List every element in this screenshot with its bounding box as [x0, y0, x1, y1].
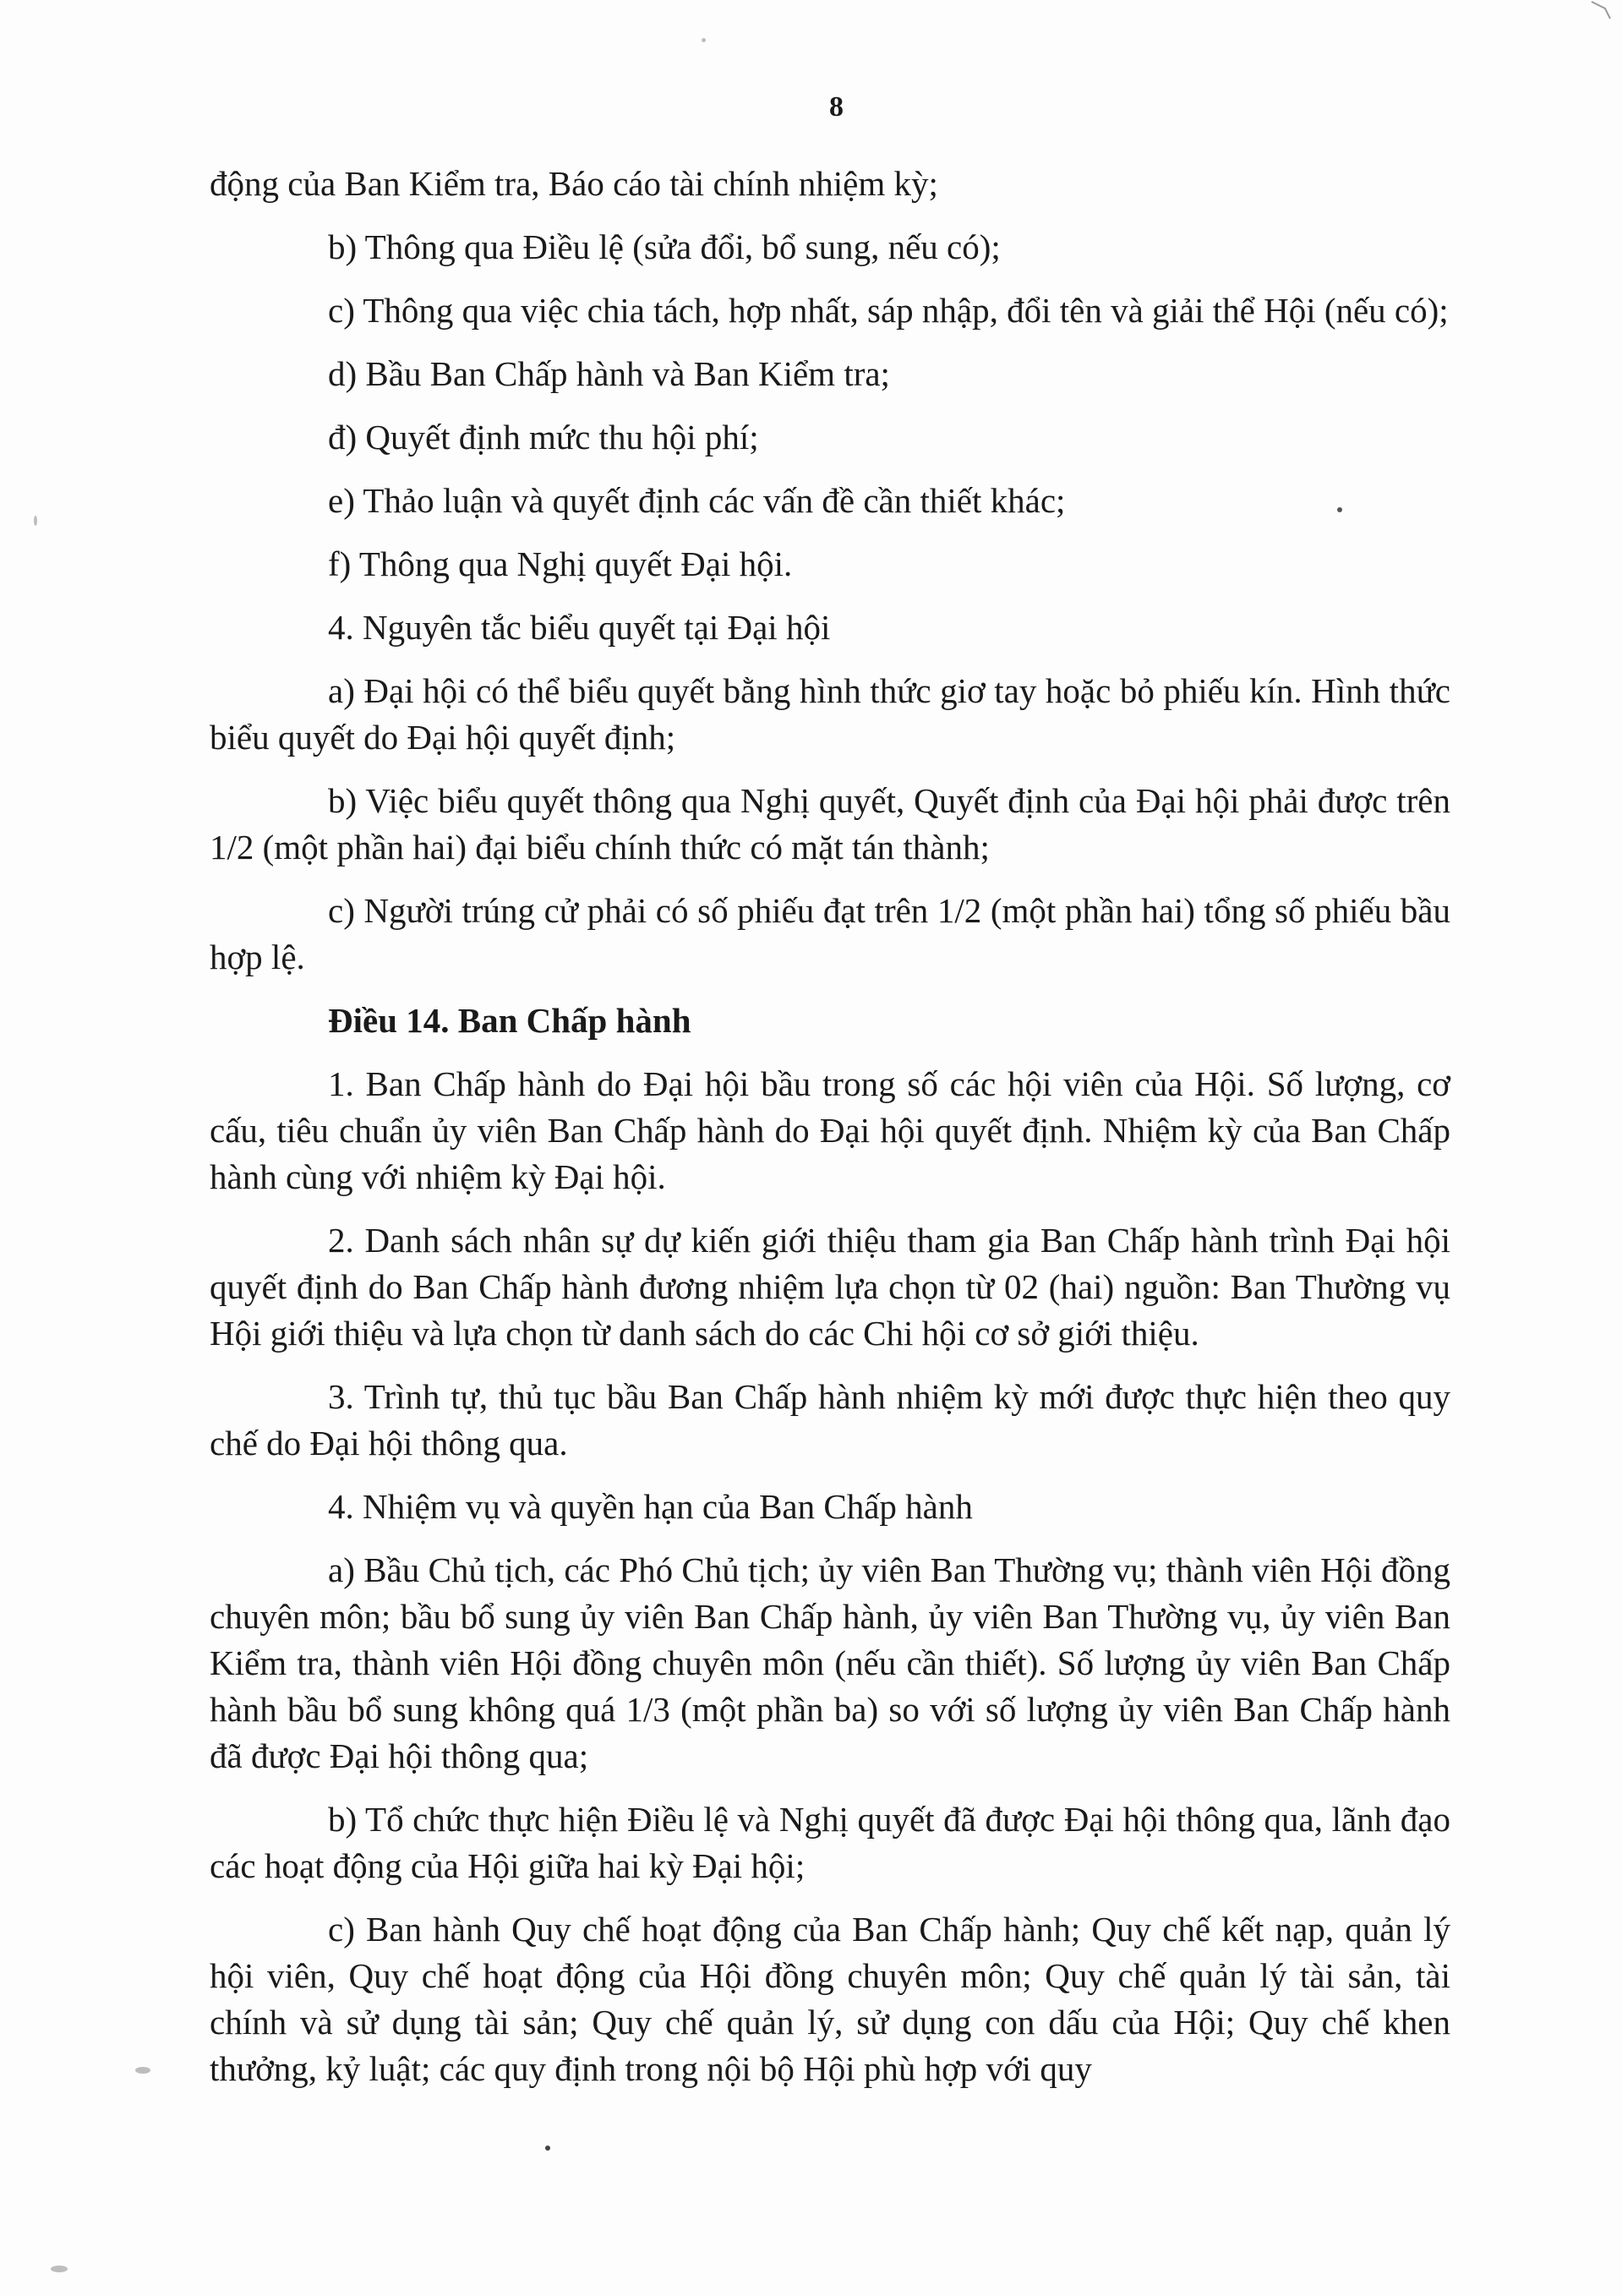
clause-4-duties: 4. Nhiệm vụ và quyền hạn của Ban Chấp hành — [328, 1487, 973, 1526]
list-item-dd-fees: đ) Quyết định mức thu hội phí; — [328, 418, 759, 456]
article-heading: Điều 14. Ban Chấp hành — [328, 1001, 691, 1040]
list-item-c-election-majority: c) Người trúng cử phải có số phiếu đạt trên 1/2 (một phần hai) tổng số phiếu bầu hợp lệ. — [210, 891, 1450, 976]
scan-speck — [545, 2146, 550, 2151]
document-body — [210, 161, 1450, 2109]
page-number: 8 — [829, 91, 844, 123]
list-item-c-restructure: c) Thông qua việc chia tách, hợp nhất, sáp nhập, đổi tên và giải thể Hội (nếu có); — [328, 291, 1449, 330]
scan-speck — [51, 2266, 68, 2272]
list-item-b-implement: b) Tổ chức thực hiện Điều lệ và Nghị quyết đã được Đại hội thông qua, lãnh đạo các hoạt động của Hội giữa hai kỳ Đại hội; — [210, 1800, 1450, 1885]
list-item-d-elect: d) Bầu Ban Chấp hành và Ban Kiểm tra; — [328, 354, 890, 393]
scan-speck — [135, 2067, 150, 2074]
list-item-c-regulations: c) Ban hành Quy chế hoạt động của Ban Chấp hành; Quy chế kết nạp, quản lý hội viên, Quy chế hoạt động của Hội đồng chuyên môn; Quy chế quản lý tài sản, tài chính và sử dụng tài sản; Quy chế quản lý, sử dụng con dấu của Hội; Quy chế khen thưởng, kỷ luật; các quy định trong nội bộ Hội phù hợp với quy — [210, 1910, 1450, 2088]
clause-1-executive-committee: 1. Ban Chấp hành do Đại hội bầu trong số các hội viên của Hội. Số lượng, cơ cấu, tiêu chuẩn ủy viên Ban Chấp hành do Đại hội quyết định. Nhiệm kỳ của Ban Chấp hành cùng với nhiệm kỳ Đại hội. — [210, 1064, 1450, 1196]
list-item-b-charter: b) Thông qua Điều lệ (sửa đổi, bổ sung, nếu có); — [328, 227, 1001, 266]
list-item-a-elect-officers: a) Bầu Chủ tịch, các Phó Chủ tịch; ủy viên Ban Thường vụ; thành viên Hội đồng chuyên môn; bầu bổ sung ủy viên Ban Chấp hành, ủy viên Ban Thường vụ, ủy viên Ban Kiểm tra, thành viên Hội đồng chuyên môn (nếu cần thiết). Số lượng ủy viên Ban Chấp hành bầu bổ sung không quá 1/3 (một phần ba) so với số lượng ủy viên Ban Chấp hành đã được Đại hội thông qua; — [210, 1550, 1450, 1775]
scan-speck — [34, 516, 37, 526]
list-item-e-discuss: e) Thảo luận và quyết định các vấn đề cần thiết khác; — [328, 481, 1066, 520]
scan-corner-mark — [1588, 0, 1614, 25]
paragraph-continuation: động của Ban Kiểm tra, Báo cáo tài chính nhiệm kỳ; — [210, 164, 938, 203]
clause-2-nomination: 2. Danh sách nhân sự dự kiến giới thiệu tham gia Ban Chấp hành trình Đại hội quyết định do Ban Chấp hành đương nhiệm lựa chọn từ 02 (hai) nguồn: Ban Thường vụ Hội giới thiệu và lựa chọn từ danh sách do các Chi hội cơ sở giới thiệu. — [210, 1221, 1450, 1353]
scan-speck — [702, 38, 706, 42]
list-item-a-voting-method: a) Đại hội có thể biểu quyết bằng hình thức giơ tay hoặc bỏ phiếu kín. Hình thức biểu quyết do Đại hội quyết định; — [210, 671, 1450, 757]
list-item-b-voting-majority: b) Việc biểu quyết thông qua Nghị quyết, Quyết định của Đại hội phải được trên 1/2 (một phần hai) đại biểu chính thức có mặt tán thành; — [210, 781, 1450, 866]
section-voting-principles: 4. Nguyên tắc biểu quyết tại Đại hội — [328, 608, 831, 647]
list-item-f-resolution: f) Thông qua Nghị quyết Đại hội. — [328, 544, 793, 583]
clause-3-election-procedure: 3. Trình tự, thủ tục bầu Ban Chấp hành nhiệm kỳ mới được thực hiện theo quy chế do Đại hội thông qua. — [210, 1377, 1450, 1462]
